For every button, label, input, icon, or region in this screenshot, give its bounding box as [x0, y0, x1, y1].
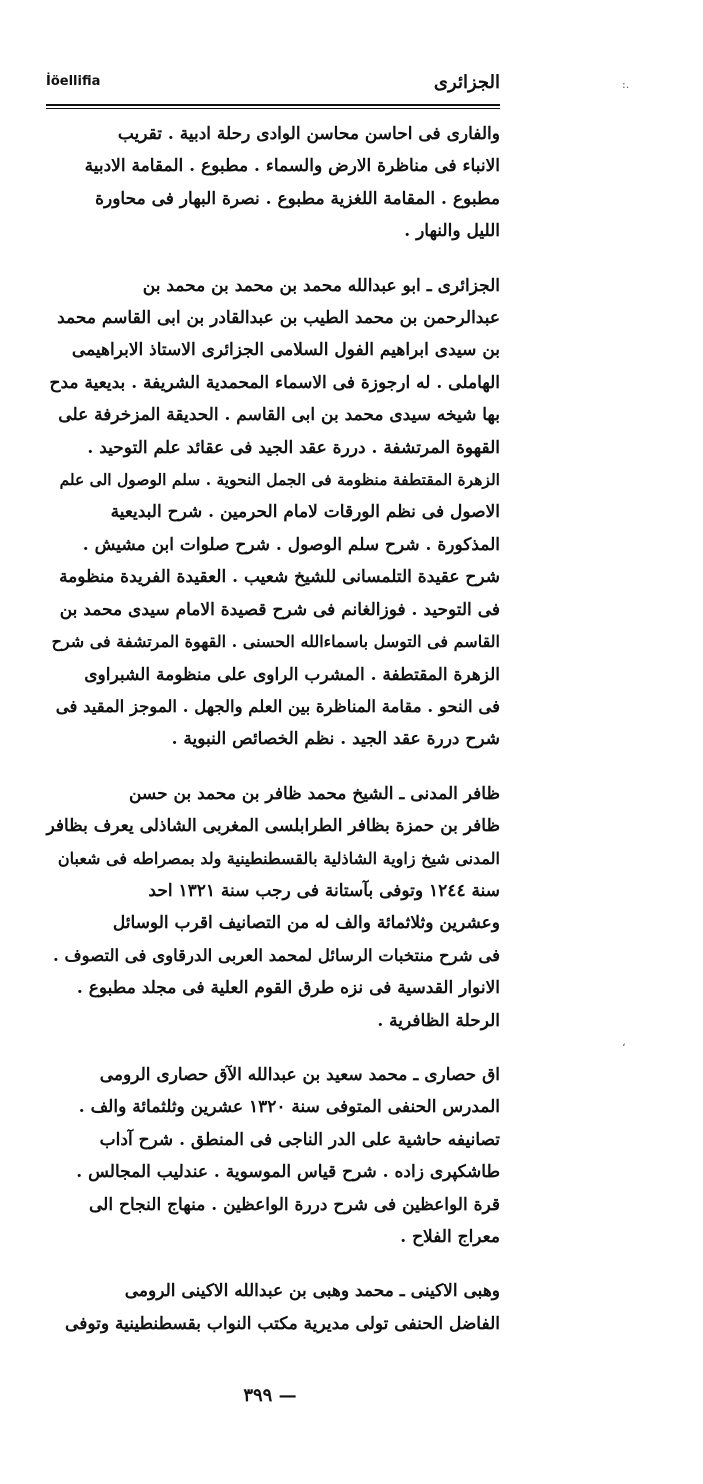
text-line: فى النحو . مقامة المناظرة بين العلم والجهل . الموجز المقيد فى — [55, 696, 500, 716]
body-text — [46, 118, 500, 1340]
text-line: الانباء فى مناظرة الارض والسماء . مطبوع . المقامة الادبية — [84, 156, 500, 177]
text-line: فى التوحيد . فوزالغانم فى شرح قصيدة الامام سيدى محمد بن — [59, 599, 500, 620]
text-line: الاصول فى نظم الورقات لامام الحرمين . شرح البديعية — [110, 502, 500, 523]
text-line: القهوة المرتشفة . دررة عقد الجيد فى عقائد علم التوحيد . — [87, 437, 500, 458]
text-line: القاسم فى التوسل باسماءالله الحسنى . القهوة المرتشفة فى شرح — [51, 632, 500, 652]
text-line: عبدالرحمن بن محمد الطيب بن عبدالقادر بن ابى القاسم محمد — [57, 308, 500, 329]
text-line: الليل والنهار . — [404, 221, 500, 242]
text-line: ظافر المدنى ـ الشيخ محمد ظافر بن محمد بن حسن — [128, 783, 500, 804]
text-line: قرة الواعظين فى شرح دررة الواعظين . منهاج النجاح الى — [89, 1194, 500, 1215]
header-rule-thin — [46, 108, 500, 109]
text-line: شرح عقيدة التلمسانى للشيخ شعيب . العقيدة الفريدة منظومة — [59, 567, 500, 588]
text-line: مطبوع . المقامة اللغزية مطبوع . نصرة البهار فى محاورة — [95, 188, 500, 209]
page-number: — ٣٩٩ — [243, 1385, 297, 1406]
text-line: ظافر بن حمزة بظافر الطرابلسى المغربى الشاذلى يعرف بظافر — [46, 816, 500, 837]
text-line: طاشكپرى زاده . شرح قياس الموسوية . عندليب المجالس . — [76, 1162, 500, 1183]
text-line: الانوار القدسية فى نزه طرق القوم العلية فى مجلد مطبوع . — [76, 978, 500, 999]
text-line: الرحلة الظافرية . — [377, 1010, 500, 1031]
text-line: والفارى فى احاسن محاسن الوادى رحلة ادبية . تقريب — [117, 124, 500, 144]
text-line: المدنى شيخ زاوية الشاذلية بالقسطنطينية ولد بمصراطه فى شعبان — [57, 848, 500, 868]
text-line: الفاضل الحنفى تولى مديرية مكتب النواب بقسطنطينية وتوفى — [65, 1313, 500, 1334]
paragraph — [46, 270, 500, 756]
margin-mark-middle: ، — [622, 1036, 626, 1049]
text-line: وعشرين وثلاثمائة والف له من التصانيف اقرب الوسائل — [112, 913, 500, 934]
text-line: الجزائرى ـ ابو عبدالله محمد بن محمد بن محمد بن — [142, 275, 500, 296]
paragraph — [46, 118, 500, 248]
paragraph — [46, 1059, 500, 1253]
text-line: بن سيدى ابراهيم الفول السلامى الجزائرى الاستاذ الابراهيمى — [71, 340, 500, 361]
header-title: الجزائرى — [433, 72, 500, 93]
text-line: الزهرة المقتطفة منظومة فى الجمل النحوية . سلم الوصول الى علم — [59, 470, 500, 490]
text-line: سنة ١٢٤٤ وتوفى بآستانة فى رجب سنة ١٣٢١ احد — [148, 880, 500, 901]
text-line: الزهرة المقتطفة . المشرب الراوى على منظومة الشبراوى — [84, 664, 500, 685]
header-left-mark: İöellifia — [46, 74, 101, 89]
text-line: وهبى الاكينى ـ محمد وهبى بن عبدالله الاكينى الرومى — [124, 1281, 500, 1302]
text-line: معراج الفلاح . — [400, 1227, 500, 1247]
header-rule-thick — [46, 104, 500, 106]
text-line: فى شرح منتخبات الرسائل لمحمد العربى الدرقاوى فى التصوف . — [53, 945, 500, 965]
paragraph — [46, 778, 500, 1037]
text-line: تصانيفه حاشية على الدر الناجى فى المنطق . شرح آداب — [99, 1129, 500, 1150]
text-line: اق حصارى ـ محمد سعيد بن عبدالله الآق حصارى الرومى — [99, 1064, 500, 1085]
text-line: المذكورة . شرح سلم الوصول . شرح صلوات ابن مشيش . — [82, 534, 500, 555]
text-line: شرح دررة عقد الجيد . نظم الخصائص النبوية . — [171, 729, 500, 750]
text-line: بها شيخه سيدى محمد بن ابى القاسم . الحديقة المزخرفة على — [58, 405, 500, 426]
text-line: المدرس الحنفى المتوفى سنة ١٣٢٠ عشرين وثلثمائة والف . — [78, 1097, 500, 1118]
paragraph — [46, 1275, 500, 1340]
margin-mark-top: :. — [622, 78, 630, 91]
text-line: الهاملى . له ارجوزة فى الاسماء المحمدية الشريفة . بديعية مدح — [49, 372, 500, 393]
running-header — [46, 72, 500, 100]
